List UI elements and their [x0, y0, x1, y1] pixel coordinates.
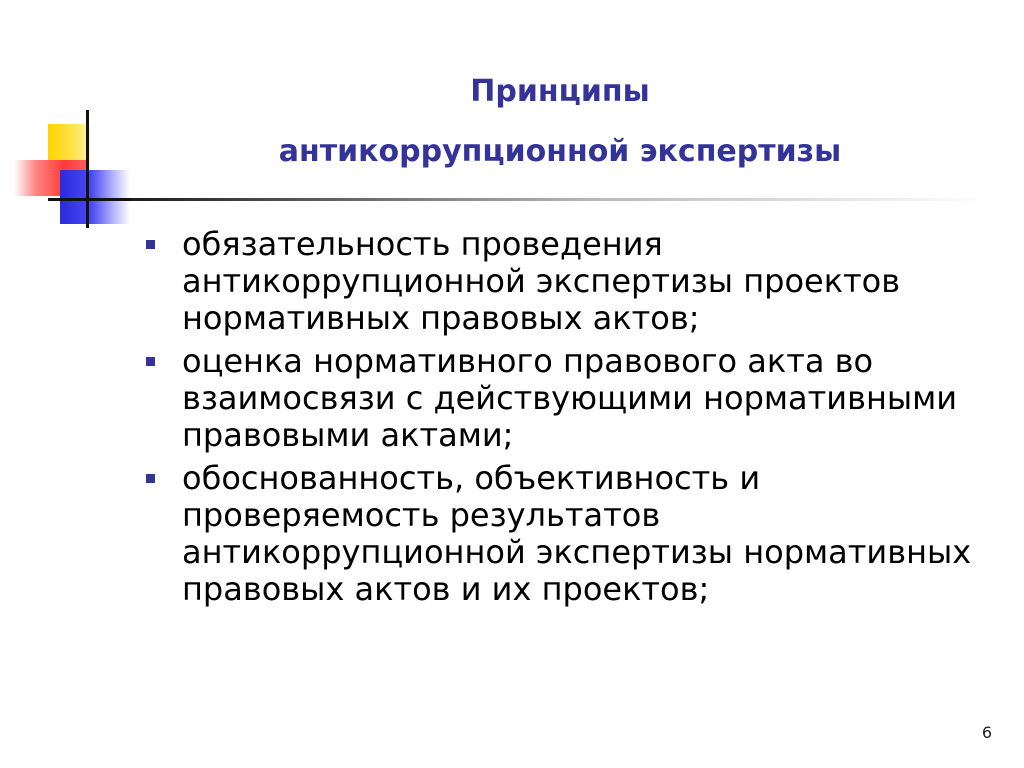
square-bullet-icon [146, 474, 155, 483]
bullet-text: обязательность проведения антикоррупционной экспертизы проектов нормативных правовых актов; [182, 225, 901, 337]
square-bullet-icon [146, 357, 155, 366]
bullet-list [146, 226, 986, 614]
slide-title-line-2: антикоррупционной экспертизы [278, 134, 842, 169]
list-item [146, 226, 986, 337]
list-item [146, 343, 986, 454]
slide-title [140, 62, 980, 182]
blue-square [60, 170, 130, 224]
bullet-text: обоснованность, объективность и проверяемость результатов антикоррупционной экспертизы нормативных правовых актов и их проектов; [182, 459, 972, 608]
logo-vertical-line [86, 110, 89, 228]
title-divider [130, 198, 990, 201]
square-bullet-icon [146, 240, 155, 249]
bullet-text: оценка нормативного правового акта во взаимосвязи с действующими нормативными правовыми актами; [182, 342, 958, 454]
slide-title-line-1: Принципы [470, 74, 650, 109]
slide-number: 6 [981, 723, 992, 742]
list-item [146, 460, 986, 608]
